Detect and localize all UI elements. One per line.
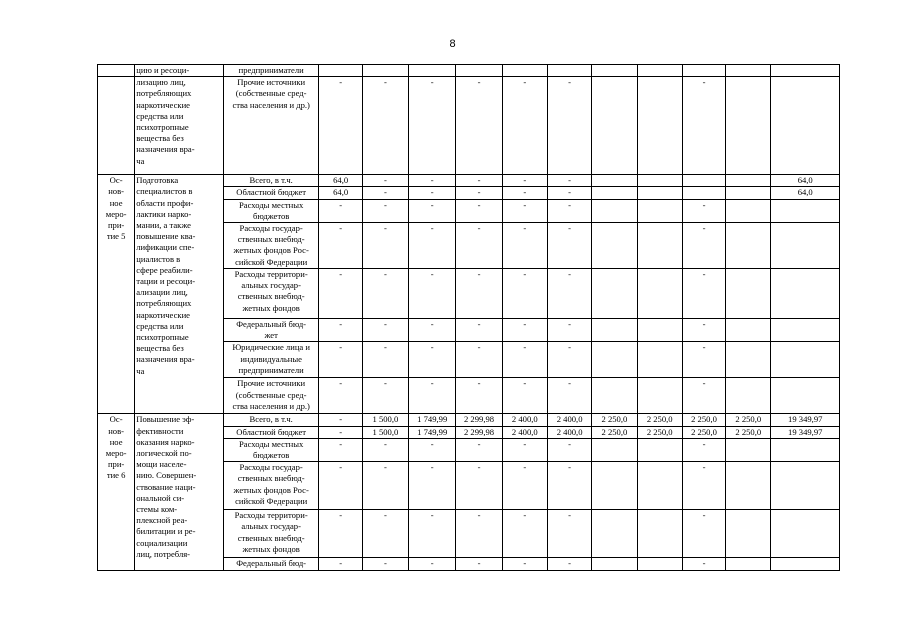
table-cell: - [319,77,362,175]
table-cell: - [682,558,725,571]
table-cell: - [547,199,591,222]
table-cell: - [456,269,502,319]
table-cell: 2 250,0 [592,414,637,426]
table-cell: - [682,438,725,461]
table-cell: цию и ресоци- [135,65,224,77]
table-cell: - [362,462,408,510]
table-cell: - [682,378,725,414]
table-cell [637,378,682,414]
table-cell: - [456,199,502,222]
table-cell: Подготовка специалистов в области профи- лактики нарко- мании, а также повышение ква- лификации спе- циалистов в сфере реабили- тации и ресоци- ализации лиц, потребляющих наркотические средства или психотропные вещества без назначения вра- ча [135,175,224,414]
table-cell: - [502,342,547,378]
table-cell [592,558,637,571]
table-cell: - [682,342,725,378]
table-cell: - [319,319,362,342]
table-cell: - [456,558,502,571]
table-cell: - [319,510,362,558]
page-number: 8 [449,38,456,50]
table-cell: - [682,199,725,222]
table-cell: Всего, в т.ч. [223,414,319,426]
table-cell [726,65,771,77]
table-cell: - [409,438,456,461]
table-cell: 64,0 [771,175,840,187]
table-cell: Расходы государ- ственных внебюд- жетных фондов Рос- сийской Федерации [223,462,319,510]
table-cell: - [362,187,408,199]
table-cell: - [547,319,591,342]
table-cell: - [362,438,408,461]
table-cell: - [456,342,502,378]
table-cell [726,319,771,342]
table-cell: 2 250,0 [726,414,771,426]
table-row [98,414,840,426]
table-cell: - [409,558,456,571]
table-cell [319,65,362,77]
table-row [98,65,840,77]
table-cell: Федеральный бюд- [223,558,319,571]
table-cell [592,438,637,461]
table-cell [637,558,682,571]
table-cell: - [362,175,408,187]
table-cell [637,510,682,558]
table-cell [637,438,682,461]
table-cell: Расходы территори- альных государ- ственных внебюд- жетных фондов [223,269,319,319]
table-cell [771,510,840,558]
table-cell [637,187,682,199]
table-cell: - [682,462,725,510]
table-cell: Областной бюджет [223,426,319,438]
table-cell: - [362,269,408,319]
table-cell: - [547,558,591,571]
table-cell: - [502,175,547,187]
table-cell [726,558,771,571]
table-cell: - [456,378,502,414]
table-cell [771,65,840,77]
table-cell [592,342,637,378]
table-cell: - [409,269,456,319]
table-cell: Повышение эф- фективности оказания нарко- логической по- мощи населе- нию. Совершен- ствование наци- ональной си- стемы ком- плексной реа- билитации и ре- социализации лиц, потребля- [135,414,224,571]
table-cell: - [409,77,456,175]
table-cell [456,65,502,77]
table-cell: Расходы местных бюджетов [223,438,319,461]
table-cell [771,438,840,461]
table-cell: - [547,378,591,414]
table-cell: - [456,175,502,187]
table-cell: - [502,319,547,342]
table-cell [592,319,637,342]
table-cell: - [502,199,547,222]
table-cell: - [319,462,362,510]
table-cell: - [319,378,362,414]
table-cell [592,175,637,187]
table-cell [637,269,682,319]
table-cell: - [409,187,456,199]
table-cell: - [456,319,502,342]
table-cell: Ос- нов- ное меро- при- тие 5 [98,175,135,414]
table-cell: 2 250,0 [592,426,637,438]
table-cell: - [319,223,362,269]
table-row [98,175,840,187]
table-cell: - [682,223,725,269]
table-cell: 2 299,98 [456,414,502,426]
table-cell [547,65,591,77]
table-cell: - [547,510,591,558]
table-cell: предприниматели [223,65,319,77]
table-cell [682,65,725,77]
table-cell: - [502,77,547,175]
table-cell: 2 400,0 [502,426,547,438]
table-cell [637,223,682,269]
table-cell: 1 749,99 [409,414,456,426]
table-cell: Федеральный бюд- жет [223,319,319,342]
table-cell [771,319,840,342]
table-cell: 64,0 [319,187,362,199]
table-cell [726,175,771,187]
table-cell [771,223,840,269]
table-cell: 2 400,0 [502,414,547,426]
table-cell: Ос- нов- ное меро- при- тие 6 [98,414,135,571]
table-cell: - [409,510,456,558]
table-cell: - [456,510,502,558]
table-cell [637,65,682,77]
table-cell: - [502,558,547,571]
table-cell [726,223,771,269]
table-cell [771,558,840,571]
table-cell: - [547,462,591,510]
table-cell [726,510,771,558]
table-cell [726,77,771,175]
table-cell: лизацию лиц, потребляющих наркотические средства или психотропные вещества без назначения вра- ча [135,77,224,175]
table-cell [592,223,637,269]
table-cell: - [502,187,547,199]
table-cell: 64,0 [771,187,840,199]
table-cell: - [362,342,408,378]
table-cell: - [319,342,362,378]
table-cell: 2 400,0 [547,414,591,426]
table-cell: Областной бюджет [223,187,319,199]
table-cell: - [502,378,547,414]
table-cell [637,342,682,378]
table-cell: - [502,269,547,319]
table-cell: - [682,510,725,558]
table-cell: 1 749,99 [409,426,456,438]
table-cell [592,510,637,558]
table-cell: Юридические лица и индивидуальные предприниматели [223,342,319,378]
table-cell [771,199,840,222]
table-cell [637,319,682,342]
table-cell: 2 250,0 [682,426,725,438]
table-cell: Всего, в т.ч. [223,175,319,187]
table-cell [637,462,682,510]
table-cell: - [547,438,591,461]
table-cell: - [456,77,502,175]
table-cell: 19 349,97 [771,414,840,426]
table-cell: - [409,175,456,187]
table-cell: - [409,199,456,222]
table-cell: - [319,414,362,426]
table-cell: - [502,438,547,461]
table-cell [409,65,456,77]
table-cell: - [502,462,547,510]
table-cell [726,269,771,319]
table-cell [771,378,840,414]
table-cell [771,462,840,510]
table-cell: - [409,462,456,510]
table-cell: - [319,438,362,461]
table-cell [502,65,547,77]
table-cell [592,65,637,77]
table-cell: - [682,77,725,175]
table-cell [726,378,771,414]
table-cell [726,187,771,199]
table-cell: - [502,510,547,558]
table-cell: Расходы местных бюджетов [223,199,319,222]
table-cell: - [362,77,408,175]
table-cell [362,65,408,77]
table-cell: Прочие источники (собственные сред- ства населения и др.) [223,378,319,414]
table-cell: - [319,426,362,438]
table-cell [771,269,840,319]
table-cell: Расходы государ- ственных внебюд- жетных фондов Рос- сийской Федерации [223,223,319,269]
table-cell: 64,0 [319,175,362,187]
table-cell [682,187,725,199]
table-cell: - [319,558,362,571]
table-cell: - [409,223,456,269]
table-cell [98,65,135,77]
table-cell: - [409,319,456,342]
table-cell [771,342,840,378]
table-cell: - [456,223,502,269]
table-cell [592,269,637,319]
table-cell: - [682,269,725,319]
table-cell: 1 500,0 [362,414,408,426]
table-cell: - [547,223,591,269]
table-cell [771,77,840,175]
table-cell [637,175,682,187]
table-cell: - [547,175,591,187]
table-cell: - [362,510,408,558]
table-cell [726,438,771,461]
table-cell [592,187,637,199]
table-cell [592,199,637,222]
table-cell [592,378,637,414]
table-cell [637,199,682,222]
table-cell: - [456,187,502,199]
table-cell: - [547,269,591,319]
table-cell: - [319,269,362,319]
table-cell: - [682,319,725,342]
table-cell [726,462,771,510]
table-row [98,77,840,175]
table-cell: Расходы территори- альных государ- ственных внебюд- жетных фондов [223,510,319,558]
table-cell [98,77,135,175]
table-cell: 2 250,0 [682,414,725,426]
table-cell: 1 500,0 [362,426,408,438]
table-cell: Прочие источники (собственные сред- ства населения и др.) [223,77,319,175]
table-cell [637,77,682,175]
table-cell: 2 250,0 [637,414,682,426]
table-cell: - [362,378,408,414]
table-cell: - [547,187,591,199]
table-cell: - [456,438,502,461]
table-cell: 19 349,97 [771,426,840,438]
table-cell: - [547,342,591,378]
table-cell: 2 250,0 [637,426,682,438]
table-cell: 2 299,98 [456,426,502,438]
table-cell: - [547,77,591,175]
table-cell [592,77,637,175]
budget-table [97,64,840,571]
table-cell [726,199,771,222]
table-cell: - [362,223,408,269]
table-cell: - [409,342,456,378]
table-cell: - [409,378,456,414]
table-cell: - [362,319,408,342]
table-cell: - [362,558,408,571]
table-cell: - [319,199,362,222]
table-cell: - [362,199,408,222]
table-cell [682,175,725,187]
table-cell: 2 250,0 [726,426,771,438]
table-cell: - [456,462,502,510]
table-cell: 2 400,0 [547,426,591,438]
table-cell [726,342,771,378]
table-cell: - [502,223,547,269]
table-cell [592,462,637,510]
